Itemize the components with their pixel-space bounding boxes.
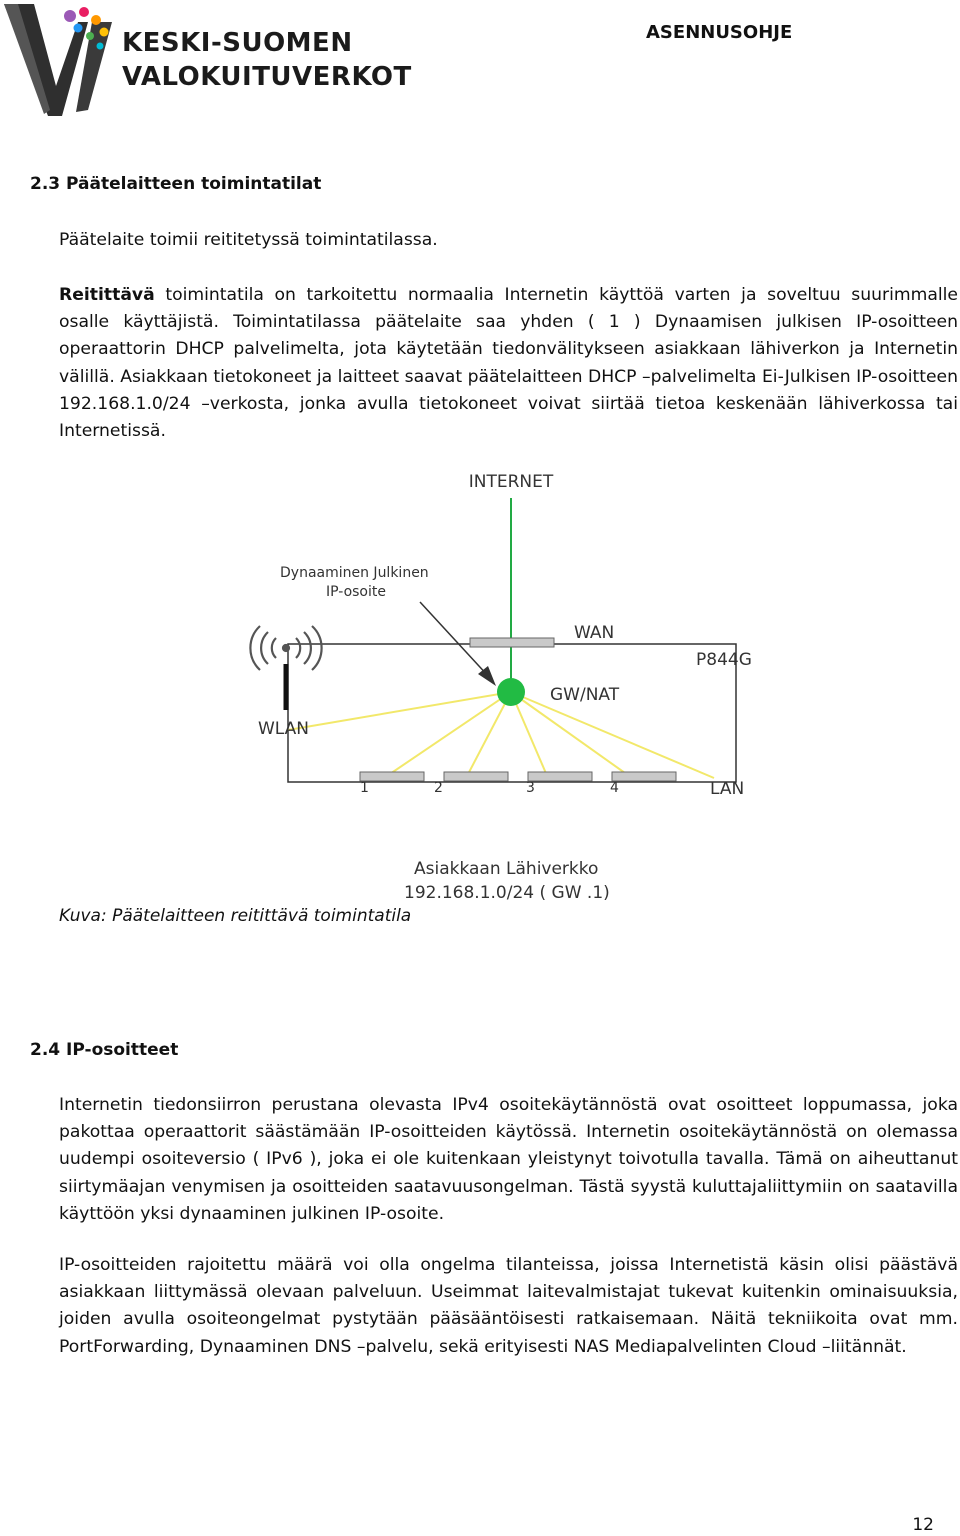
wan-label: WAN bbox=[574, 623, 615, 643]
internet-label: INTERNET bbox=[468, 472, 554, 492]
figure-caption: Kuva: Päätelaitteen reitittävä toimintatila bbox=[59, 906, 412, 926]
wlan-label: WLAN bbox=[258, 719, 310, 739]
port-number-1: 1 bbox=[360, 780, 369, 796]
public-ip-label-line1: Dynaaminen Julkinen bbox=[280, 565, 429, 581]
lan-network-label-line2: 192.168.1.0/24 ( GW .1) bbox=[404, 883, 610, 903]
port-number-4: 4 bbox=[610, 780, 619, 796]
public-ip-label-line2: IP-osoite bbox=[326, 584, 386, 600]
port-number-2: 2 bbox=[434, 780, 443, 796]
brand-line-2: VALOKUITUVERKOT bbox=[122, 62, 412, 92]
model-label: P844G bbox=[696, 650, 752, 670]
intro-paragraph: Päätelaite toimii reititetyssä toimintatilassa. bbox=[59, 230, 438, 250]
lan-port-1 bbox=[360, 772, 424, 781]
lan-spokes bbox=[288, 692, 714, 778]
page-number: 12 bbox=[912, 1515, 934, 1535]
routing-mode-text: toimintatila on tarkoitettu normaalia Internetin käyttöä varten ja soveltuu suurimmalle osalle käyttäjistä. Toimintatilassa päätelaite saa yhden ( 1 ) Dynaamisen julkisen IP-osoitteen operaattorin DHCP palvelimelta, jota käytetään tiedonvälitykseen asiakkaan lähiverkon ja Internetin välillä. Asiakkaan tietokoneet ja laitteet saavat päätelaitteen DHCP –palvelimelta Ei-Julkisen IP-osoitteen 192.168.1.0/24 –verkosta, jonka avulla tietokoneet voivat siirtää tietoa keskenään lähiverkossa tai Internetissä. bbox=[59, 285, 958, 442]
section-heading-2-4: 2.4 IP-osoitteet bbox=[30, 1040, 179, 1060]
gateway-node bbox=[497, 678, 525, 706]
section-heading-2-3: 2.3 Päätelaitteen toimintatilat bbox=[30, 174, 322, 194]
lan-label: LAN bbox=[710, 779, 745, 799]
lan-port-4 bbox=[612, 772, 676, 781]
lan-network-label-line1: Asiakkaan Lähiverkko bbox=[414, 859, 599, 879]
document-type: ASENNUSOHJE bbox=[646, 22, 793, 43]
ip-addresses-paragraph-1: Internetin tiedonsiirron perustana olevasta IPv4 osoitekäytännöstä ovat osoitteet loppumassa, joka pakottaa operaattorit säästämään IP-osoitteiden käytössä. Internetin osoitekäytännöstä on olemassa uudempi osoiteversio ( IPv6 ), joka ei ole kuitenkaan yleistynyt toivotulla tavalla. Tämä on aiheuttanut siirtymäajan venymisen ja osoitteiden saatavuusongelman. Tästä syystä kuluttajaliittymiin on saatavilla käyttöön yksi dynaaminen julkinen IP-osoite. bbox=[59, 1095, 958, 1224]
port-number-3: 3 bbox=[526, 780, 535, 796]
wan-port bbox=[470, 638, 554, 647]
gateway-label: GW/NAT bbox=[550, 685, 620, 705]
wlan-antenna-icon bbox=[250, 626, 321, 710]
routing-mode-term: Reitittävä bbox=[59, 285, 155, 305]
lan-port-3 bbox=[528, 772, 592, 781]
routing-diagram bbox=[240, 460, 780, 910]
company-logo bbox=[0, 0, 412, 120]
brand-line-1: KESKI-SUOMEN bbox=[122, 28, 353, 58]
routing-mode-paragraph bbox=[59, 282, 958, 445]
logo-mark-icon bbox=[0, 0, 120, 120]
lan-port-2 bbox=[444, 772, 508, 781]
ip-addresses-paragraph-2: IP-osoitteiden rajoitettu määrä voi olla ongelma tilanteissa, joissa Internetistä käsin olisi päästävä asiakkaan liittymässä olevaan palveluun. Useimmat laitevalmistajat tukevat kuitenkin ominaisuuksia, joiden avulla osoiteongelmat pystytään pääsääntöisesti ratkaisemaan. Näitä tekniikoita ovat mm. PortForwarding, Dynaaminen DNS –palvelu, sekä erityisesti NAS Mediapalvelinten Cloud –liitännät. bbox=[59, 1255, 958, 1357]
